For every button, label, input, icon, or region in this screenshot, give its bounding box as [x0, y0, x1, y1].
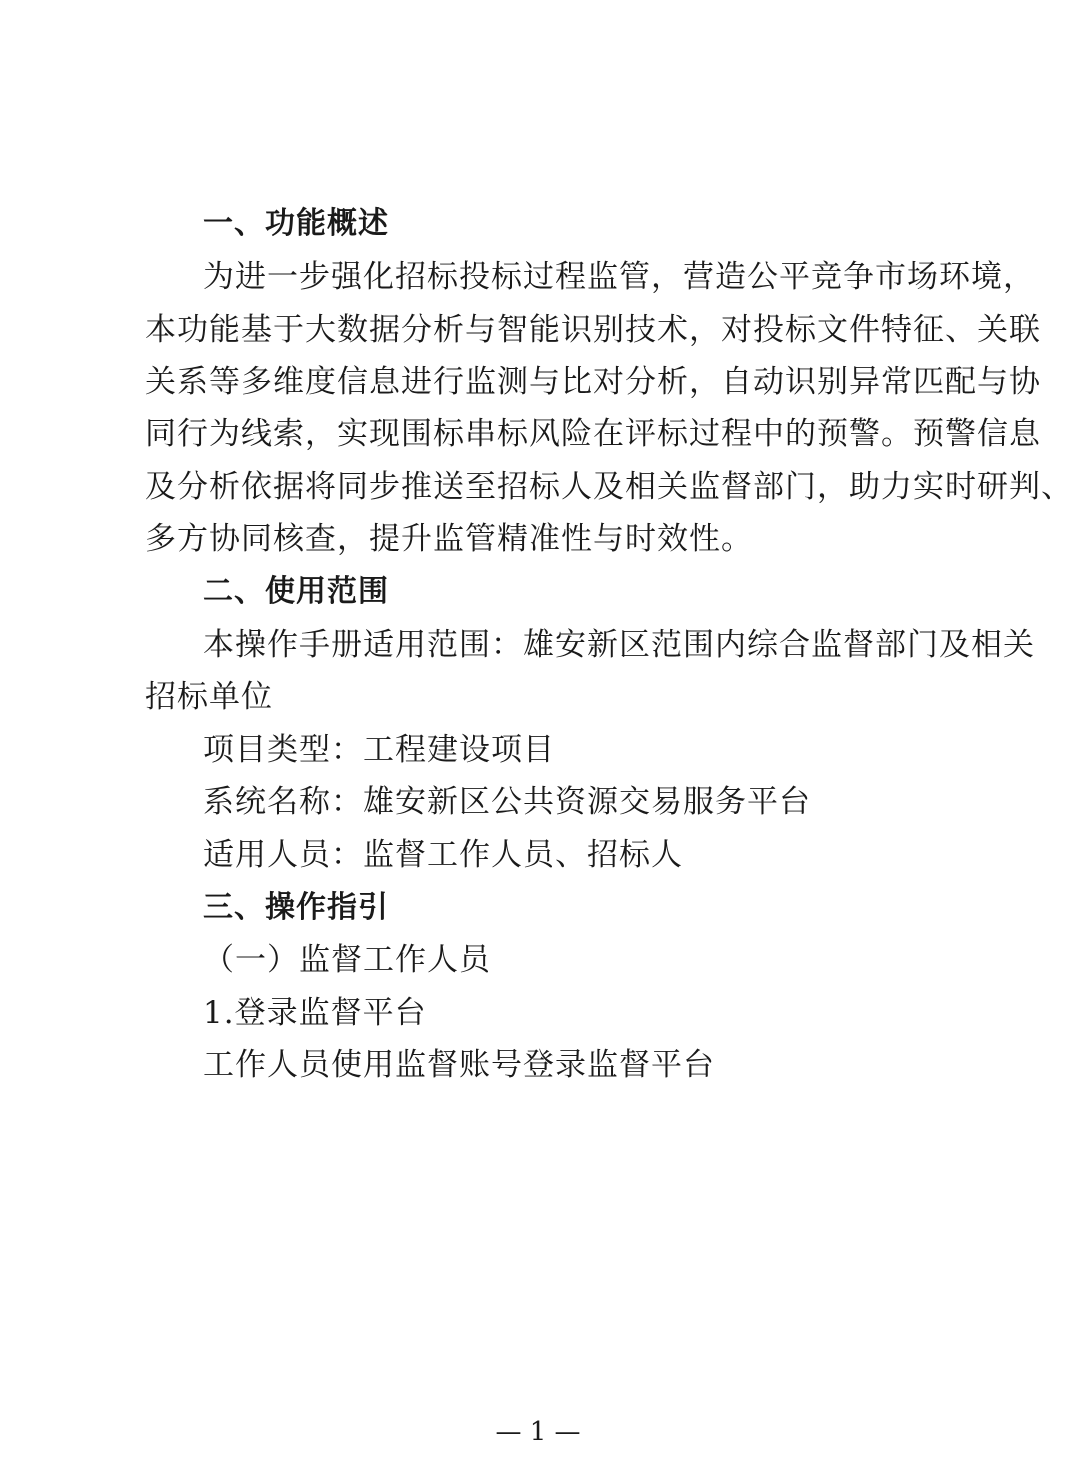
step-heading: 1.登录监督平台 — [203, 995, 427, 1031]
paragraph-line: 本功能基于大数据分析与智能识别技术，对投标文件特征、关联 — [145, 312, 1041, 348]
system-name-line: 系统名称：雄安新区公共资源交易服务平台 — [203, 784, 811, 820]
paragraph-line: 关系等多维度信息进行监测与比对分析，自动识别异常匹配与协 — [145, 364, 1041, 400]
paragraph-line: 为进一步强化招标投标过程监管，营造公平竞争市场环境， — [203, 259, 1035, 295]
page-number: — 1 — — [495, 1417, 581, 1447]
paragraph-line: 本操作手册适用范围：雄安新区范围内综合监督部门及相关 — [203, 627, 1035, 663]
project-type-line: 项目类型：工程建设项目 — [203, 732, 555, 768]
subsection-heading: （一）监督工作人员 — [203, 942, 491, 978]
applicable-users-line: 适用人员：监督工作人员、招标人 — [203, 837, 683, 873]
section-heading-guide: 三、操作指引 — [203, 890, 389, 925]
section-heading-overview: 一、功能概述 — [203, 206, 389, 241]
paragraph-line: 同行为线索，实现围标串标风险在评标过程中的预警。预警信息 — [145, 416, 1041, 452]
section-heading-scope: 二、使用范围 — [203, 574, 389, 609]
paragraph-line: 招标单位 — [145, 679, 273, 715]
paragraph-line: 多方协同核查，提升监管精准性与时效性。 — [145, 521, 753, 557]
step-text: 工作人员使用监督账号登录监督平台 — [203, 1047, 715, 1083]
paragraph-line: 及分析依据将同步推送至招标人及相关监督部门，助力实时研判、 — [145, 469, 1073, 505]
